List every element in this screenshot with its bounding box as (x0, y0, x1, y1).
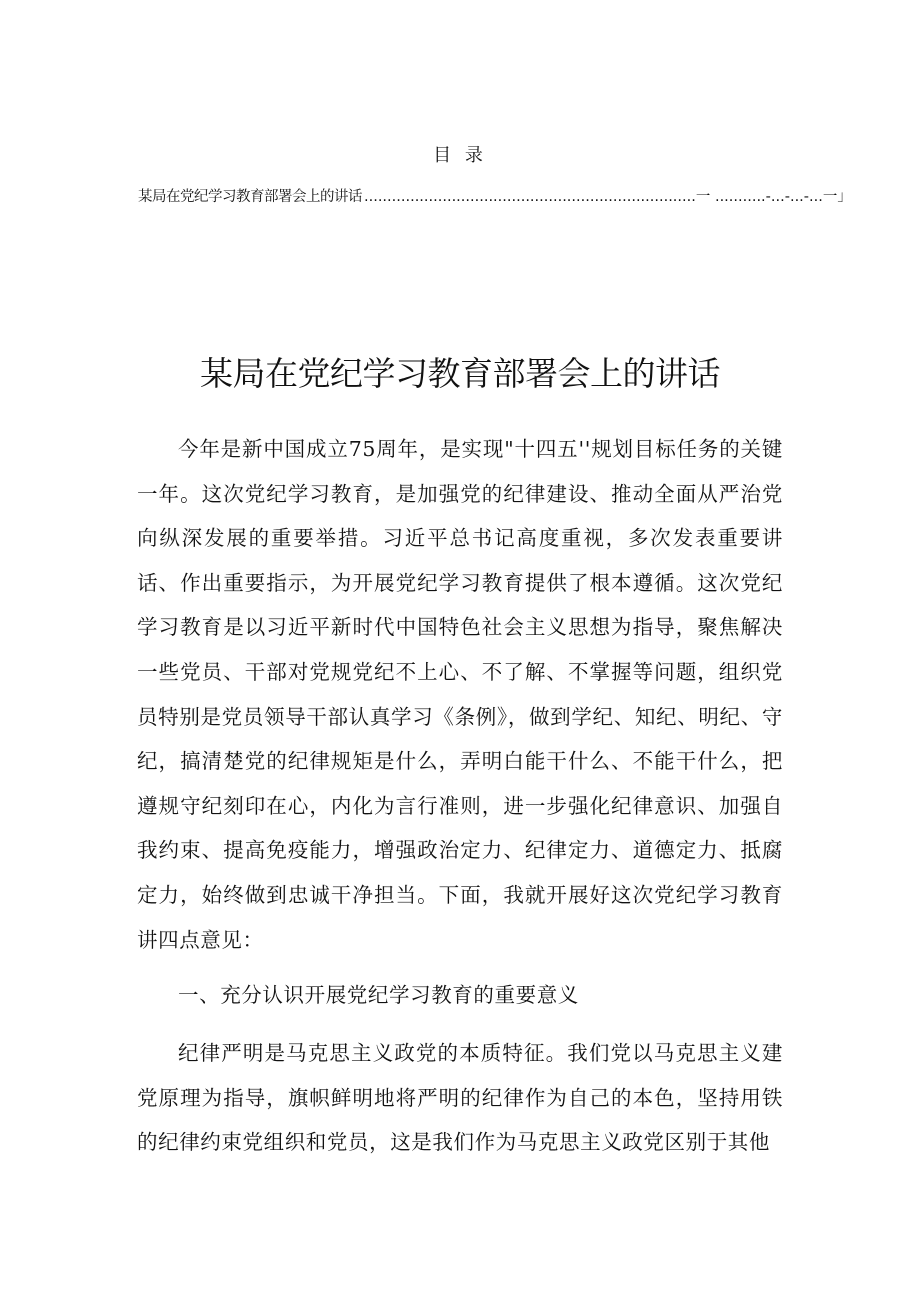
document-title: 某局在党纪学习教育部署会上的讲话 (200, 354, 720, 393)
toc-entry-title: 某局在党纪学习教育部署会上的讲话 (138, 189, 362, 205)
body-paragraph: 今年是新中国成立75周年，是实现"十四五''规划目标任务的关键一年。这次党纪学习教育，是加强党的纪律建设、推动全面从严治党向纵深发展的重要举措。习近平总书记高度重视，多次发表重要讲话、作出重要指示，为开展党纪学习教育提供了根本遵循。这次党纪学习教育是以习近平新时代中国特色社会主义思想为指导，聚焦解决一些党员、干部对党规党纪不上心、不了解、不掌握等问题，组织党员特别是党员领导干部认真学习《条例》，做到学纪、知纪、明纪、守纪，搞清楚党的纪律规矩是什么，弄明白能干什么、不能干什么，把遵规守纪刻印在心，内化为言行准则，进一步强化纪律意识、加强自我约束、提高免疫能力，增强政治定力、纪律定力、道德定力、抵腐定力，始终做到忠诚干净担当。下面，我就开展好这次党纪学习教育讲四点意见： (137, 437, 783, 952)
toc-entry[interactable] (138, 185, 852, 206)
toc-heading: 目 录 (433, 145, 487, 166)
toc-entry-leader: ........................................................................一 ...........-...-...-...一」 (364, 189, 852, 205)
body-paragraph: 纪律严明是马克思主义政党的本质特征。我们党以马克思主义建党原理为指导，旗帜鲜明地将严明的纪律作为自己的本色，坚持用铁的纪律约束党组织和党员，这是我们作为马克思主义政党区别于其他 (137, 1041, 783, 1155)
section-heading: 一、充分认识开展党纪学习教育的重要意义 (178, 983, 579, 1007)
